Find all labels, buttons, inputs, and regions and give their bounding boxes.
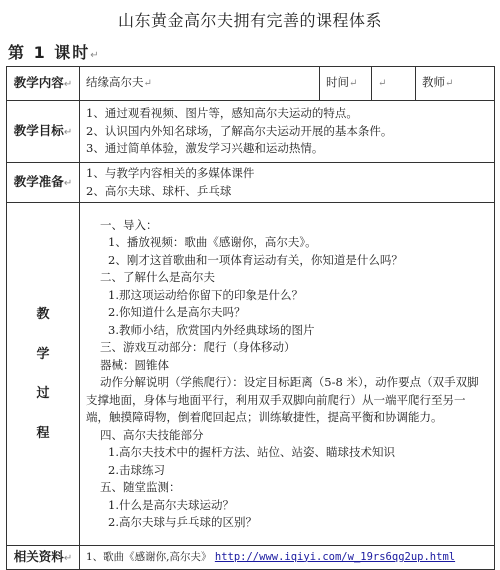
- section-title: 二、了解什么是高尔夫: [100, 270, 215, 284]
- prep-item: 2、高尔夫球、球杆、乒乓球: [86, 183, 232, 198]
- section-title: 五、随堂监测：: [100, 480, 181, 494]
- teacher-label: 教师: [422, 75, 446, 90]
- paragraph-mark-icon: ↵: [63, 78, 73, 90]
- paragraph-mark-icon: ↵: [63, 552, 73, 564]
- process-line: 1.高尔夫技术中的握杆方法、站位、站姿、瞄球技术知识: [108, 445, 395, 459]
- process-label-char: 程: [36, 425, 50, 441]
- content-label: 教学内容: [13, 74, 64, 90]
- paragraph-mark-icon: ↵: [143, 78, 152, 90]
- resources-text: 1、歌曲《感谢你,高尔夫》: [86, 550, 212, 563]
- row-process: [7, 203, 495, 546]
- resources-cell: [80, 546, 495, 570]
- time-label: 时间: [326, 75, 350, 90]
- process-line: 3.教师小结，欣赏国内外经典球场的图片: [108, 322, 315, 337]
- resources-label-cell: [7, 546, 80, 570]
- section-title: 三、游戏互动部分：爬行（身体移动）: [100, 340, 296, 354]
- row-goals: [7, 101, 495, 163]
- paragraph-mark-icon: ↵: [445, 78, 454, 90]
- lesson-plan-table: [6, 66, 495, 570]
- paragraph-mark-icon: ↵: [90, 50, 101, 61]
- process-line: 1、播放视频：歌曲《感谢你，高尔夫》。: [108, 235, 317, 249]
- row-resources: [7, 546, 495, 570]
- goal-item: 2、认识国内外知名球场，了解高尔夫运动开展的基本条件。: [86, 123, 393, 138]
- teacher-cell: [416, 67, 495, 101]
- process-line: 2.击球练习: [108, 462, 165, 477]
- paragraph-mark-icon: ↵: [349, 78, 358, 90]
- process-label-cell: [7, 203, 80, 546]
- process-vertical-label: [13, 306, 73, 442]
- process-line: 1.什么是高尔夫球运动？: [108, 497, 234, 512]
- resources-label: 相关资料: [13, 548, 64, 564]
- time-value-cell: [372, 67, 416, 101]
- lesson-heading-text: 第 1 课时: [8, 43, 91, 62]
- goal-item: 3、通过简单体验，激发学习兴趣和运动热情。: [86, 141, 324, 156]
- prep-cell: [80, 163, 495, 203]
- lesson-heading: [8, 40, 101, 63]
- process-label-char: 学: [36, 346, 50, 362]
- resources-link[interactable]: http://www.iqiyi.com/w_19rs6qg2up.html: [214, 550, 456, 563]
- content-value: 结缘高尔夫: [86, 75, 144, 90]
- row-content: [7, 67, 495, 101]
- process-line: 2、刚才这首歌曲和一项体育运动有关，你知道是什么吗？: [108, 252, 403, 267]
- process-line: 2.你知道什么是高尔夫吗？: [108, 305, 246, 319]
- process-line: 器械：圆锥体: [100, 357, 169, 372]
- goal-item: 1、通过观看视频、图片等，感知高尔夫运动的特点。: [86, 106, 358, 121]
- process-cell: [80, 203, 495, 546]
- section-title: 一、导入：: [100, 217, 158, 232]
- paragraph-mark-icon: ↵: [378, 78, 387, 90]
- process-label-char: 过: [36, 386, 50, 401]
- content-value-cell: [80, 67, 320, 101]
- paragraph-mark-icon: ↵: [63, 177, 73, 189]
- goals-label-cell: [7, 101, 80, 163]
- process-paragraph: 动作分解说明（学熊爬行）：设定目标距离（5-8 米），动作要点（双手双脚支撑地面，身体与地面平行，利用双手双脚向前爬行）从一端平爬行至另一端，触摸障碍物，倒着爬回起点；训练敏捷性，提高平衡和协调能力。: [86, 375, 479, 424]
- document-title: 山东黄金高尔夫拥有完善的课程体系: [117, 11, 382, 30]
- goals-cell: [80, 101, 495, 163]
- row-preparation: [7, 163, 495, 203]
- content-label-cell: [7, 67, 80, 101]
- prep-item: 1、与教学内容相关的多媒体课件: [86, 166, 255, 180]
- process-line: 1.那这项运动给你留下的印象是什么？: [108, 287, 303, 302]
- prep-label-cell: [7, 163, 80, 203]
- process-line: 2.高尔夫球与乒乓球的区别？: [108, 515, 257, 529]
- time-label-cell: [320, 67, 372, 101]
- section-title: 四、高尔夫技能部分: [100, 427, 204, 442]
- prep-label: 教学准备: [13, 173, 64, 189]
- process-label-char: 教: [36, 307, 50, 322]
- goals-label: 教学目标: [13, 122, 64, 138]
- paragraph-mark-icon: ↵: [63, 126, 73, 138]
